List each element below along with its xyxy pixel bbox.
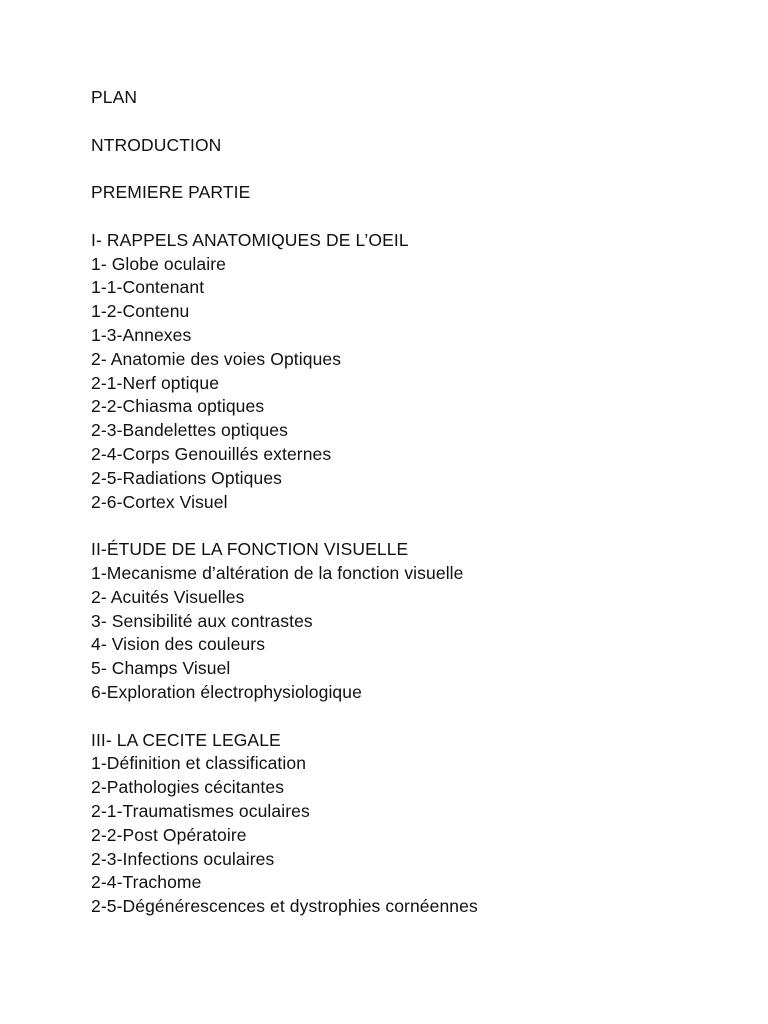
spacer	[91, 514, 731, 538]
section-heading: III- LA CECITE LEGALE	[91, 729, 281, 750]
spacer	[91, 705, 731, 729]
plan-title: PLAN	[91, 87, 138, 107]
outline-item: 1- Globe oculaire	[91, 253, 226, 274]
outline-item: 1-Définition et classification	[91, 753, 307, 774]
outline-item: 2-4-Trachome	[91, 872, 202, 893]
outline-item: 3- Sensibilité aux contrastes	[91, 610, 313, 631]
section-visual-function	[91, 538, 731, 705]
spacer	[91, 205, 731, 229]
spacer	[91, 157, 731, 181]
outline-item: 2-2-Chiasma optiques	[91, 396, 265, 417]
outline-item: 2-1-Nerf optique	[91, 372, 220, 393]
outline-item: 6-Exploration électrophysiologique	[91, 681, 362, 702]
document-page	[91, 86, 731, 919]
outline-item: 2-3-Infections oculaires	[91, 848, 275, 869]
outline-item: 2-3-Bandelettes optiques	[91, 420, 288, 441]
outline-item: 2-6-Cortex Visuel	[91, 491, 228, 512]
section-anatomy	[91, 229, 731, 515]
outline-item: 4- Vision des couleurs	[91, 634, 266, 655]
outline-item: 2-5-Radiations Optiques	[91, 467, 283, 488]
section-heading: II-ÉTUDE DE LA FONCTION VISUELLE	[91, 539, 409, 560]
outline-item: 2- Acuités Visuelles	[91, 586, 245, 607]
outline-item: 2- Anatomie des voies Optiques	[91, 348, 342, 369]
outline-item: 2-4-Corps Genouillés externes	[91, 443, 332, 464]
part-title: PREMIERE PARTIE	[91, 182, 251, 203]
outline-item: 2-2-Post Opératoire	[91, 824, 247, 845]
outline-item: 2-1-Traumatismes oculaires	[91, 800, 310, 821]
outline-item: 1-1-Contenant	[91, 277, 205, 298]
outline-item: 1-2-Contenu	[91, 301, 190, 322]
outline-item: 1-3-Annexes	[91, 324, 192, 345]
section-heading: I- RAPPELS ANATOMIQUES DE L’OEIL	[91, 229, 409, 250]
section-legal-blindness	[91, 729, 731, 919]
outline-item: 2-5-Dégénérescences et dystrophies cornéennes	[91, 896, 478, 917]
introduction-heading: NTRODUCTION	[91, 134, 222, 155]
outline-item: 1-Mecanisme d’altération de la fonction visuelle	[91, 562, 464, 583]
outline-item: 5- Champs Visuel	[91, 658, 231, 679]
spacer	[91, 110, 731, 134]
outline-item: 2-Pathologies cécitantes	[91, 777, 285, 798]
